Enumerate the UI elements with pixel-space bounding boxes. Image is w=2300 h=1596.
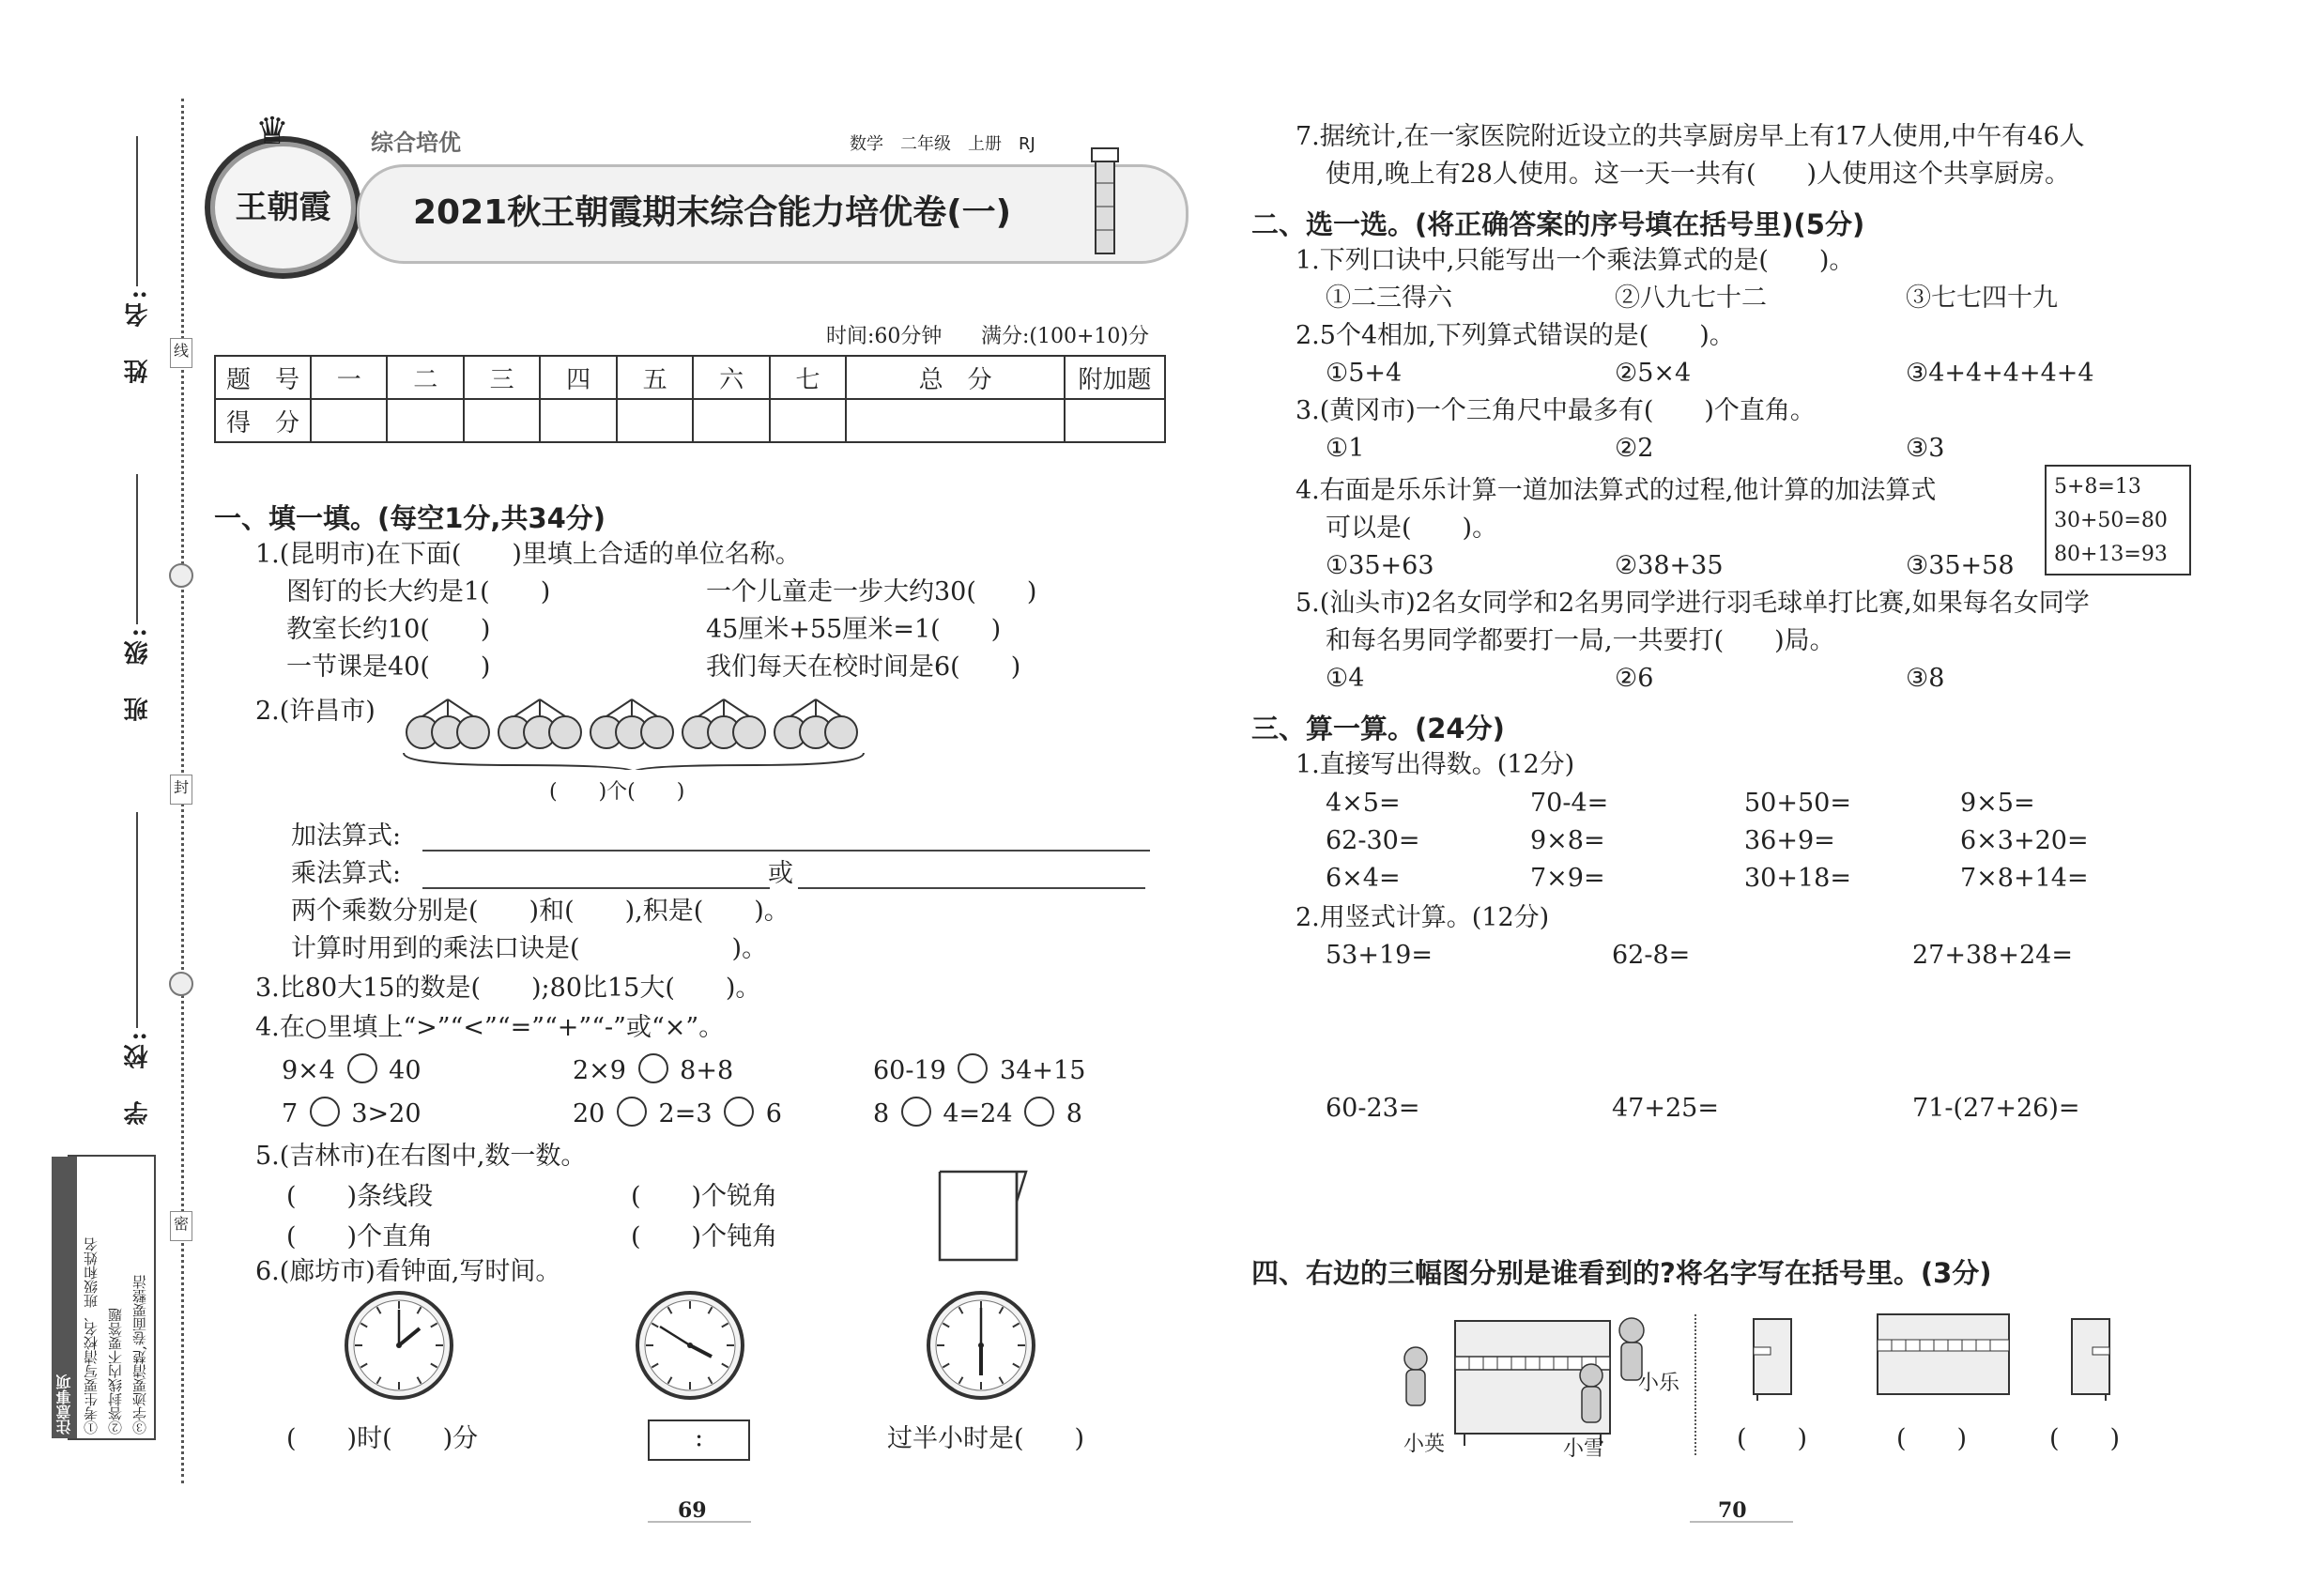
- binding-mark-feng: 封: [170, 775, 192, 805]
- choice-option[interactable]: ①5+4: [1326, 359, 1403, 388]
- calc-item: 62-30=: [1326, 826, 1420, 855]
- q1-item: 一个儿童走一步大约30( ): [706, 577, 1037, 606]
- q2-rhyme: 计算时用到的乘法口诀是( )。: [291, 934, 768, 963]
- binding-ornament: [169, 563, 193, 588]
- logo: [205, 110, 361, 279]
- notice-line: ②答封线内不要答题: [107, 1308, 124, 1435]
- compare-circle[interactable]: [638, 1053, 668, 1083]
- score-entry[interactable]: [693, 399, 769, 442]
- score-entry[interactable]: [387, 399, 463, 442]
- page-title: 2021秋王朝霞期末综合能力培优卷(一): [413, 193, 1012, 232]
- section3-title: 三、算一算。(24分): [1251, 713, 1505, 744]
- score-entry[interactable]: [846, 399, 1065, 442]
- score-cell: 总 分: [846, 356, 1065, 399]
- q6-stem: 6.(廊坊市)看钟面,写时间。: [255, 1257, 561, 1286]
- binding-ornament: [169, 972, 193, 996]
- choice-option[interactable]: ①1: [1326, 434, 1365, 463]
- subject-info: 数学 二年级 上册 RJ: [850, 134, 1035, 154]
- calc-step: 80+13=93: [2054, 543, 2168, 566]
- score-entry[interactable]: [770, 399, 846, 442]
- answer-paren[interactable]: ( ): [1737, 1424, 1808, 1453]
- notice-title: 注意事项: [52, 1157, 77, 1438]
- compare-circle[interactable]: [901, 1097, 931, 1127]
- page-number-left: 69: [678, 1498, 707, 1523]
- score-cell: 一: [311, 356, 387, 399]
- compare-circle[interactable]: [347, 1053, 377, 1083]
- q2-factors: 两个乘数分别是( )和( ),积是( )。: [291, 897, 790, 926]
- choice-option[interactable]: ①4: [1326, 664, 1365, 693]
- calc-process-box: [2045, 465, 2191, 575]
- q5-item: ( )个直角: [286, 1222, 434, 1251]
- class-field[interactable]: [136, 474, 138, 624]
- binding-mark-mi: 密: [170, 1211, 192, 1241]
- s3-part1-title: 1.直接写出得数。(12分): [1296, 750, 1575, 779]
- choice1-stem: 1.下列口诀中,只能写出一个乘法算式的是( )。: [1296, 246, 1855, 275]
- q1-item: 我们每天在校时间是6( ): [706, 652, 1021, 682]
- class-label: 班 级:: [124, 624, 152, 722]
- q5-item: ( )个锐角: [631, 1182, 778, 1211]
- compare-circle[interactable]: [310, 1097, 340, 1127]
- q2-mul-answer-line[interactable]: [422, 887, 770, 889]
- q6-answer-c: 过半小时是( ): [887, 1424, 1085, 1453]
- scene-divider: [1694, 1314, 1696, 1455]
- clock-face: [634, 1289, 746, 1402]
- section4-title: 四、右边的三幅图分别是谁看到的?将名字写在括号里。(3分): [1251, 1257, 1992, 1289]
- q4-expression: 60-19 34+15: [873, 1053, 1085, 1088]
- section2-title: 二、选一选。(将正确答案的序号填在括号里)(5分): [1251, 208, 1865, 240]
- cherry-group-illustration: [399, 685, 868, 770]
- binding-mark-xian: 线: [170, 338, 192, 368]
- q4-stem: 4.在○里填上“>”“<”“=”“+”“-”或“×”。: [255, 1013, 725, 1042]
- score-entry[interactable]: [1065, 399, 1165, 442]
- score-cell: 六: [693, 356, 769, 399]
- clock-face: [925, 1289, 1037, 1402]
- choice3-stem: 3.(黄冈市)一个三角尺中最多有( )个直角。: [1296, 396, 1816, 425]
- notice-line: ①考生要写清校名、班级和姓名: [83, 1237, 100, 1435]
- crown-icon: ♛: [255, 110, 289, 153]
- q6-answer-b-box[interactable]: :: [648, 1420, 750, 1461]
- page-flourish: [648, 1521, 751, 1523]
- person-name: 小英: [1403, 1433, 1446, 1456]
- score-table: [214, 355, 1166, 443]
- calc-item: 70-4=: [1530, 789, 1609, 818]
- answer-paren[interactable]: ( ): [1896, 1424, 1968, 1453]
- page-number-right: 70: [1718, 1498, 1747, 1523]
- school-field[interactable]: [136, 812, 138, 1028]
- vertical-calc-item: 53+19=: [1326, 941, 1433, 970]
- notice-line: ③字迹要清楚,卷面要整洁: [131, 1275, 148, 1435]
- choice4-stem: 4.右面是乐乐计算一道加法算式的过程,他计算的加法算式: [1296, 476, 1937, 505]
- q5-item: ( )个钝角: [631, 1222, 778, 1251]
- score-cell: 五: [617, 356, 693, 399]
- score-cell: 四: [540, 356, 616, 399]
- calc-item: 7×8+14=: [1960, 864, 2089, 893]
- q7-line2: 使用,晚上有28人使用。这一天一共有( )人使用这个共享厨房。: [1326, 160, 2071, 189]
- score-row-label: 得 分: [215, 399, 311, 442]
- calc-step: 5+8=13: [2054, 475, 2141, 499]
- calc-item: 7×9=: [1530, 864, 1605, 893]
- name-field[interactable]: [136, 136, 138, 286]
- score-cell: 附加题: [1065, 356, 1165, 399]
- section1-title: 一、填一填。(每空1分,共34分): [214, 502, 606, 534]
- piano-view-side: [1746, 1314, 1802, 1404]
- q2-add-answer-line[interactable]: [422, 850, 1150, 852]
- name-label: 姓 名:: [124, 286, 152, 384]
- calc-item: 30+18=: [1744, 864, 1851, 893]
- calc-item: 36+9=: [1744, 826, 1835, 855]
- vertical-calc-item: 27+38+24=: [1912, 941, 2073, 970]
- score-cell: 二: [387, 356, 463, 399]
- q4-expression: 20 2=3 6: [573, 1097, 782, 1131]
- exam-time: 时间:60分钟: [826, 325, 943, 348]
- q2-mul-answer-line-2[interactable]: [798, 887, 1145, 889]
- choice-option[interactable]: ③35+58: [1906, 551, 2015, 580]
- vertical-calc-item: 62-8=: [1612, 941, 1691, 970]
- q4-expression: 8 4=24 8: [873, 1097, 1082, 1131]
- calc-item: 9×8=: [1530, 826, 1605, 855]
- score-cell: 题 号: [215, 356, 311, 399]
- score-table-header-row: [215, 356, 1165, 399]
- q1-stem: 1.(昆明市)在下面( )里填上合适的单位名称。: [255, 540, 801, 569]
- logo-text: 王朝霞: [235, 189, 331, 226]
- person-name: 小乐: [1638, 1372, 1680, 1395]
- choice5-stem-cont: 和每名男同学都要打一局,一共要打( )局。: [1326, 626, 1835, 655]
- q2-mul-label: 乘法算式:: [291, 859, 402, 888]
- vertical-calc-item: 60-23=: [1326, 1094, 1420, 1123]
- q2-group-label: ( )个( ): [549, 780, 685, 804]
- q2-stem: 2.(许昌市): [255, 697, 376, 726]
- clock-face: [343, 1289, 455, 1402]
- choice5-stem: 5.(汕头市)2名女同学和2名男同学进行羽毛球单打比赛,如果每名女同学: [1296, 589, 2090, 618]
- vertical-calc-item: 71-(27+26)=: [1912, 1094, 2080, 1123]
- person-name: 小雪: [1563, 1437, 1605, 1461]
- choice2-stem: 2.5个4相加,下列算式错误的是( )。: [1296, 321, 1735, 350]
- calc-item: 9×5=: [1960, 789, 2035, 818]
- piano-view-other-side: [2061, 1314, 2117, 1404]
- choice-option[interactable]: ①二三得六: [1326, 284, 1452, 313]
- choice-option[interactable]: ②38+35: [1615, 551, 1724, 580]
- choice-option[interactable]: ②八九七十二: [1615, 284, 1767, 313]
- choice-option[interactable]: ②5×4: [1615, 359, 1692, 388]
- s3-part2-title: 2.用竖式计算。(12分): [1296, 903, 1550, 932]
- compare-circle[interactable]: [724, 1097, 754, 1127]
- brand-banner: 综合培优: [371, 130, 461, 156]
- q5-stem: 5.(吉林市)在右图中,数一数。: [255, 1142, 587, 1171]
- choice4-stem-cont: 可以是( )。: [1326, 514, 1498, 543]
- notice-box: [55, 1155, 156, 1440]
- q4-expression: 2×9 8+8: [573, 1053, 733, 1088]
- choice-option[interactable]: ③4+4+4+4+4: [1906, 359, 2094, 388]
- score-entry[interactable]: [311, 399, 387, 442]
- calc-step: 30+50=80: [2054, 509, 2168, 532]
- compare-circle[interactable]: [958, 1053, 988, 1083]
- school-label: 学 校:: [124, 1028, 152, 1126]
- q2-or: 或: [768, 859, 793, 888]
- q1-item: 图钉的长大约是1( ): [286, 577, 551, 606]
- calc-item: 50+50=: [1744, 789, 1851, 818]
- q1-item: 45厘米+55厘米=1( ): [706, 615, 1002, 644]
- q4-expression: 9×4 40: [282, 1053, 422, 1088]
- q7-line1: 7.据统计,在一家医院附近设立的共享厨房早上有17人使用,中午有46人: [1296, 122, 2085, 151]
- q6-answer-a: ( )时( )分: [286, 1424, 479, 1453]
- score-table-score-row: [215, 399, 1165, 442]
- q4-expression: 7 3>20: [282, 1097, 422, 1131]
- choice-option[interactable]: ③8: [1906, 664, 1945, 693]
- score-entry[interactable]: [464, 399, 540, 442]
- score-entry[interactable]: [540, 399, 616, 442]
- choice-option[interactable]: ②2: [1615, 434, 1654, 463]
- q2-add-label: 加法算式:: [291, 821, 402, 851]
- piano-view-front: [1873, 1310, 2014, 1404]
- page-flourish: [1690, 1521, 1793, 1523]
- score-entry[interactable]: [617, 399, 693, 442]
- choice-option[interactable]: ②6: [1615, 664, 1654, 693]
- q3-stem: 3.比80大15的数是( );80比15大( )。: [255, 974, 761, 1003]
- calc-item: 6×4=: [1326, 864, 1401, 893]
- choice-option[interactable]: ③七七四十九: [1906, 284, 2058, 313]
- angle-figure: [934, 1164, 1037, 1267]
- calc-item: 4×5=: [1326, 789, 1401, 818]
- choice-option[interactable]: ③3: [1906, 434, 1945, 463]
- exam-full-score: 满分:(100+10)分: [981, 325, 1149, 348]
- score-cell: 三: [464, 356, 540, 399]
- vertical-calc-item: 47+25=: [1612, 1094, 1719, 1123]
- choice-option[interactable]: ①35+63: [1326, 551, 1434, 580]
- q5-item: ( )条线段: [286, 1182, 434, 1211]
- compare-circle[interactable]: [617, 1097, 647, 1127]
- q1-item: 一节课是40( ): [286, 652, 491, 682]
- calc-item: 6×3+20=: [1960, 826, 2089, 855]
- answer-paren[interactable]: ( ): [2049, 1424, 2121, 1453]
- compare-circle[interactable]: [1024, 1097, 1054, 1127]
- lighthouse-icon: [1084, 141, 1127, 258]
- score-cell: 七: [770, 356, 846, 399]
- q1-item: 教室长约10( ): [286, 615, 491, 644]
